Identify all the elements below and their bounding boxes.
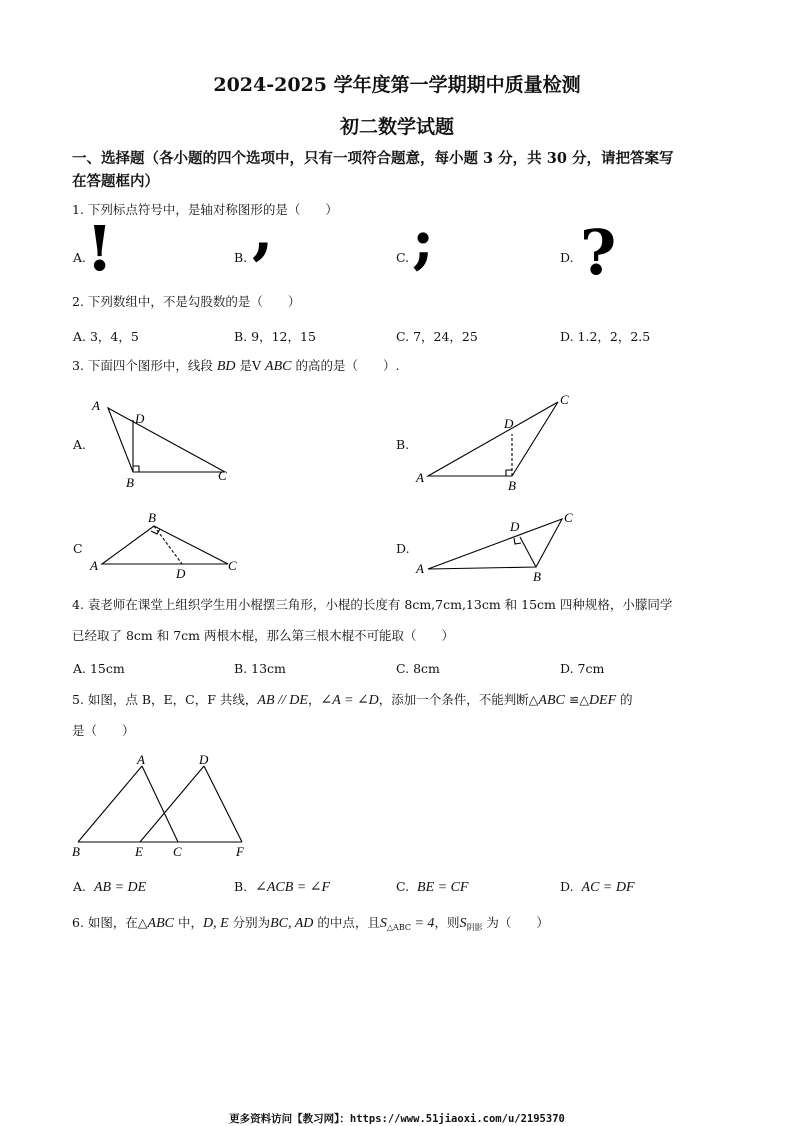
q3-option-c-label: C — [73, 541, 83, 556]
q1-option-a-symbol: ! — [86, 212, 114, 285]
svg-text:B: B — [72, 844, 80, 859]
q5-option-c: C. BE = CF — [396, 879, 469, 895]
svg-text:A: A — [416, 470, 424, 485]
q1-option-a-label: A. — [73, 250, 87, 265]
q1-option-c-symbol: ; — [412, 207, 435, 277]
q1-option-d-label: D. — [560, 250, 574, 265]
section-heading-line1: 一、选择题（各小题的四个选项中，只有一项符合题意，每小题 3 分，共 30 分，请把答案写 — [72, 150, 674, 167]
q2-option-b: B. 9，12，15 — [234, 329, 316, 344]
q2-option-a: A. 3，4，5 — [73, 329, 139, 344]
svg-text:A: A — [416, 561, 424, 576]
svg-text:C: C — [228, 558, 237, 573]
svg-text:B: B — [533, 569, 541, 584]
svg-text:A: A — [92, 398, 100, 413]
svg-text:C: C — [218, 468, 227, 483]
svg-text:B: B — [148, 510, 156, 525]
q1-option-b-symbol: , — [252, 194, 274, 267]
svg-text:A: A — [90, 558, 98, 573]
q5-option-a: A. AB = DE — [73, 879, 147, 895]
q3-option-a-label: A. — [73, 437, 87, 452]
svg-text:A: A — [137, 752, 145, 767]
q2-option-d: D. 1.2，2，2.5 — [560, 329, 651, 344]
q5-figure — [66, 752, 266, 862]
section-heading — [72, 147, 732, 193]
svg-text:C: C — [564, 510, 573, 525]
q3-option-d-label: D. — [396, 541, 410, 556]
q3-figure-b — [412, 386, 592, 496]
q3-figure-d — [414, 505, 594, 590]
q4-option-d: D. 7cm — [560, 661, 605, 676]
svg-text:D: D — [135, 411, 145, 426]
question-4-line1: 4. 袁老师在课堂上组织学生用小棍摆三角形，小棍的长度有 8cm,7cm,13cm 和 15cm 四种规格，小朦同学 — [72, 597, 673, 612]
svg-text:C: C — [560, 392, 569, 407]
section-heading-line2: 在答题框内） — [72, 173, 159, 190]
footer-link[interactable]: 更多资料访问【教习网】：https://www.51jiaoxi.com/u/2195370 — [229, 1113, 565, 1125]
svg-text:F: F — [236, 844, 244, 859]
svg-text:E: E — [135, 844, 143, 859]
q1-option-b-label: B. — [234, 250, 248, 265]
question-2-stem: 2. 下列数组中，不是勾股数的是（ ） — [72, 294, 301, 309]
q4-option-b: B. 13cm — [234, 661, 286, 676]
q1-option-c-label: C. — [396, 250, 410, 265]
question-5-line1: 5. 如图，点 B，E，C，F 共线，AB // DE，∠A = ∠D，添加一个条件，不能判断△ABC ≌△DEF 的 — [72, 692, 633, 708]
svg-text:D: D — [176, 566, 186, 581]
svg-text:D: D — [510, 519, 520, 534]
exam-subtitle: 初二数学试题 — [339, 116, 454, 138]
exam-title: 2024-2025 学年度第一学期期中质量检测 — [213, 74, 581, 96]
q2-option-c: C. 7，24，25 — [396, 329, 478, 344]
svg-text:C: C — [173, 844, 182, 859]
q5-option-b: B. ∠ACB = ∠F — [234, 879, 331, 895]
q4-option-a: A. 15cm — [73, 661, 125, 676]
svg-text:B: B — [508, 478, 516, 493]
question-5-line2: 是（ ） — [72, 723, 135, 738]
q4-option-c: C. 8cm — [396, 661, 440, 676]
q1-option-d-symbol: ? — [580, 216, 617, 289]
q3-figure-c — [86, 508, 256, 588]
question-4-line2: 已经取了 8cm 和 7cm 两根木棍，那么第三根木棍不可能取（ ） — [72, 628, 455, 643]
svg-text:D: D — [199, 752, 209, 767]
question-6-stem: 6. 如图，在△ABC 中，D, E 分别为BC, AD 的中点，且$S_{\triangle ABC} = 4$，则$S_{阴影}$ 为（ ） — [72, 915, 549, 932]
question-1-stem: 1. 下列标点符号中，是轴对称图形的是（ ） — [72, 202, 338, 217]
svg-text:D: D — [504, 416, 514, 431]
q5-option-d: D. AC = DF — [560, 879, 635, 895]
question-3-stem: 3. 下面四个图形中，线段 BD 是V ABC 的高的是（ ）. — [72, 358, 400, 374]
svg-text:B: B — [126, 475, 134, 490]
q3-figure-a — [88, 392, 248, 492]
q3-option-b-label: B. — [396, 437, 410, 452]
